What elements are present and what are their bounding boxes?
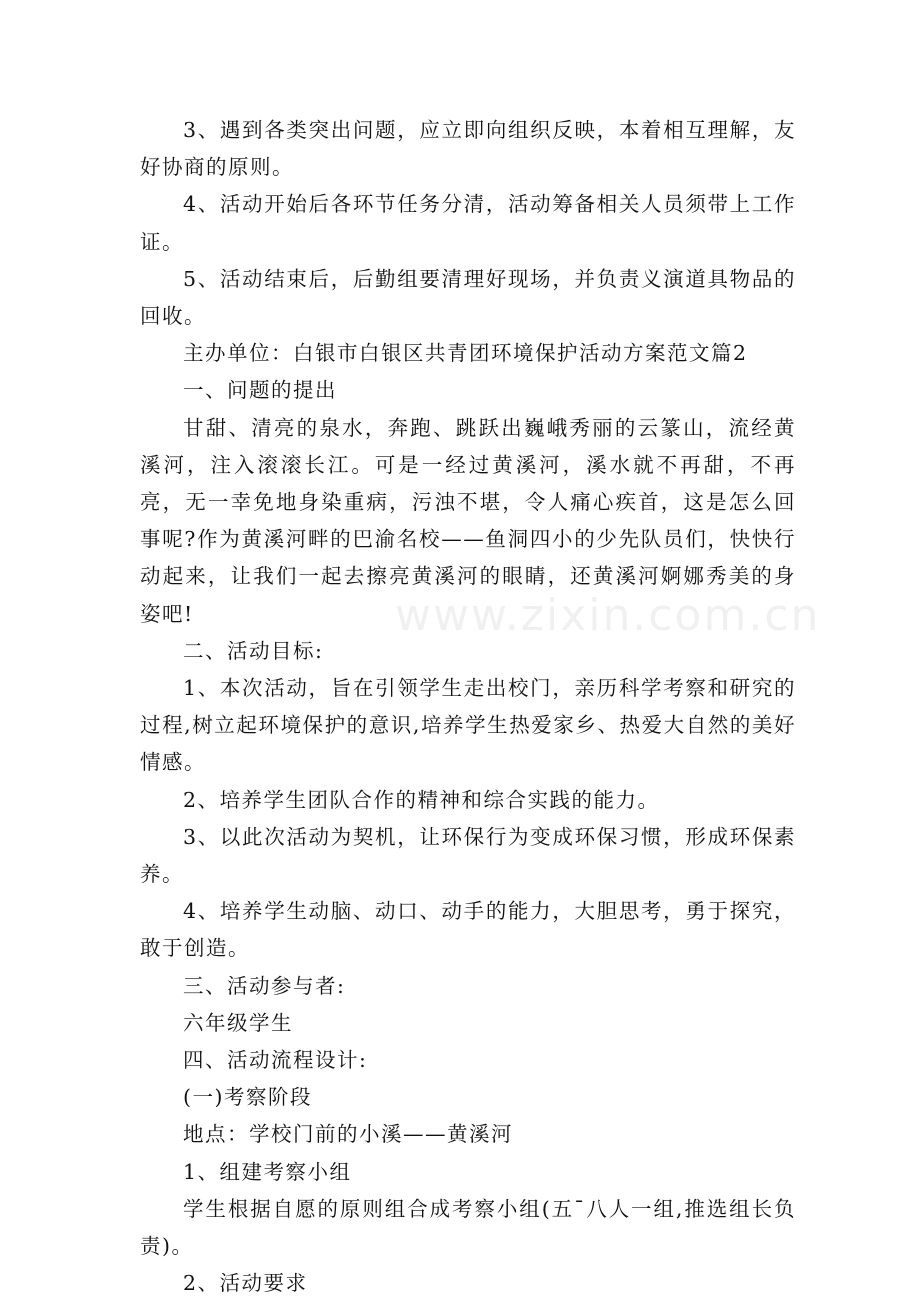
paragraph: (一)考察阶段 — [183, 1085, 312, 1110]
paragraph: 4、活动开始后各环节任务分清，活动筹备相关人员须带上工作证。 — [140, 192, 796, 254]
section-heading: 四、活动流程设计: — [183, 1048, 368, 1073]
paragraph: 3、以此次活动为契机，让环保行为变成环保习惯，形成环保素养。 — [140, 824, 796, 887]
paragraph: 1、组建考察小组 — [183, 1159, 352, 1184]
paragraph: 地点：学校门前的小溪——黄溪河 — [183, 1122, 513, 1147]
document-body — [140, 112, 796, 1303]
paragraph: 5、活动结束后，后勤组要清理好现场，并负责义演道具物品的回收。 — [140, 266, 796, 329]
paragraph: 1、本次活动，旨在引领学生走出校门，亲历科学考察和研究的过程,树立起环境保护的意识,培养学生热爱家乡、热爱大自然的美好情感。 — [140, 676, 796, 775]
paragraph: 3、遇到各类突出问题，应立即向组织反映，本着相互理解，友好协商的原则。 — [140, 118, 796, 180]
paragraph: 2、培养学生团队合作的精神和综合实践的能力。 — [183, 787, 660, 812]
paragraph: 4、培养学生动脑、动口、动手的能力，大胆思考，勇于探究，敢于创造。 — [140, 899, 796, 961]
section-heading: 三、活动参与者: — [183, 973, 346, 998]
section-heading: 二、活动目标: — [183, 638, 324, 663]
watermark: www.zixin.com.cn — [395, 590, 821, 641]
paragraph: 六年级学生 — [183, 1010, 293, 1035]
section-heading: 一、问题的提出 — [183, 378, 337, 403]
paragraph: 学生根据自愿的原则组合成考察小组(五¯八人一组,推选组长负责)。 — [140, 1196, 796, 1259]
paragraph: 2、活动要求 — [183, 1271, 308, 1296]
paragraph: 甘甜、清亮的泉水，奔跑、跳跃出巍峨秀丽的云篆山，流经黄溪河，注入滚滚长江。可是一经过黄溪河，溪水就不再甜，不再亮，无一幸免地身染重病，污浊不堪，令人痛心疾首，这是怎么回事呢?作为黄溪河畔的巴渝名校——鱼洞四小的少先队员们，快快行动起来，让我们一起去擦亮黄溪河的眼睛，还黄溪河婀娜秀美的身姿吧! — [140, 415, 796, 626]
paragraph: 主办单位：白银市白银区共青团环境保护活动方案范文篇2 — [183, 341, 748, 366]
